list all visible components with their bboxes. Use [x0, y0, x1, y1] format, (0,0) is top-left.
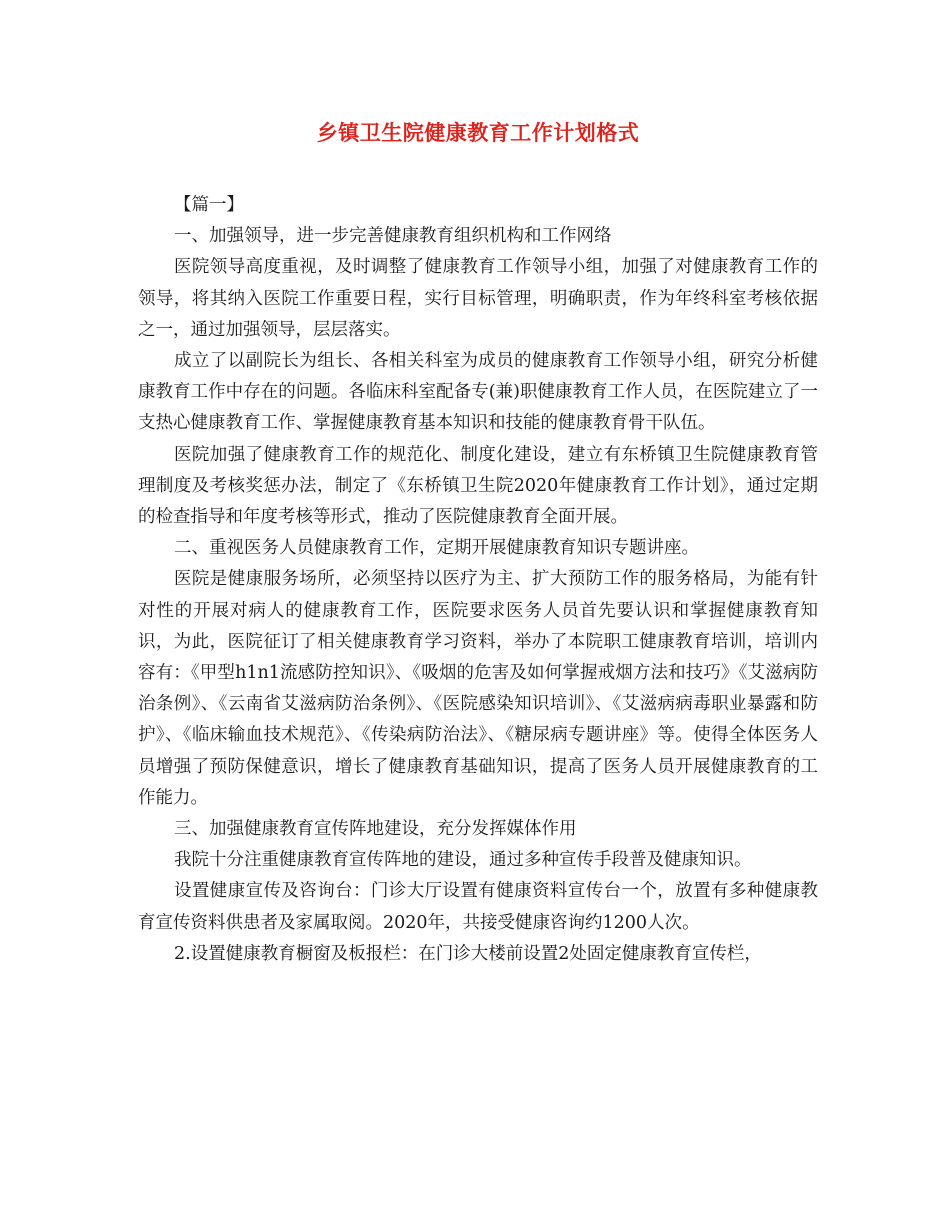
- body-paragraph: 2.设置健康教育橱窗及板报栏：在门诊大楼前设置2处固定健康教育宣传栏，: [174, 943, 762, 964]
- body-paragraph: 医院是健康服务场所，必须坚持以医疗为主、扩大预防工作的服务格局，为能有针对性的开展对病人的健康教育工作，医院要求医务人员首先要认识和掌握健康教育知识，为此，医院征订了相关健康教育学习资料，举办了本院职工健康教育培训，培训内容有：《甲型h1n1流感防控知识》、《吸烟的危害及如何掌握戒烟方法和技巧》《艾滋病防治条例》、《云南省艾滋病防治条例》、《医院感染知识培训》、《艾滋病病毒职业暴露和防护》、《临床输血技术规范》、《传染病防治法》、《糖尿病专题讲座》等。使得全体医务人员增强了预防保健意识，增长了健康教育基础知识，提高了医务人员开展健康教育的工作能力。: [138, 569, 818, 808]
- body-paragraph: 医院领导高度重视，及时调整了健康教育工作领导小组，加强了对健康教育工作的领导，将其纳入医院工作重要日程，实行目标管理，明确职责，作为年终科室考核依据之一，通过加强领导，层层落实。: [138, 257, 818, 340]
- section-heading-2: 二、重视医务人员健康教育工作，定期开展健康教育知识专题讲座。: [174, 538, 699, 559]
- section-marker: 【篇一】: [174, 195, 244, 215]
- body-paragraph: 设置健康宣传及咨询台：门诊大厅设置有健康资料宣传台一个，放置有多种健康教育宣传资料供患者及家属取阅。2020年，共接受健康咨询约1200人次。: [138, 881, 818, 933]
- section-heading-3: 三、加强健康教育宣传阵地建设，充分发挥媒体作用: [174, 819, 577, 840]
- body-paragraph: 成立了以副院长为组长、各相关科室为成员的健康教育工作领导小组，研究分析健康教育工作中存在的问题。各临床科室配备专(兼)职健康教育工作人员，在医院建立了一支热心健康教育工作、掌握健康教育基本知识和技能的健康教育骨干队伍。: [138, 351, 818, 434]
- document-title: 乡镇卫生院健康教育工作计划格式: [316, 120, 640, 145]
- body-paragraph: 医院加强了健康教育工作的规范化、制度化建设，建立有东桥镇卫生院健康教育管理制度及考核奖惩办法，制定了《东桥镇卫生院2020年健康教育工作计划》，通过定期的检查指导和年度考核等形式，推动了医院健康教育全面开展。: [138, 444, 818, 528]
- section-heading-1: 一、加强领导，进一步完善健康教育组织机构和工作网络: [174, 226, 612, 247]
- body-paragraph: 我院十分注重健康教育宣传阵地的建设，通过多种宣传手段普及健康知识。: [174, 850, 752, 871]
